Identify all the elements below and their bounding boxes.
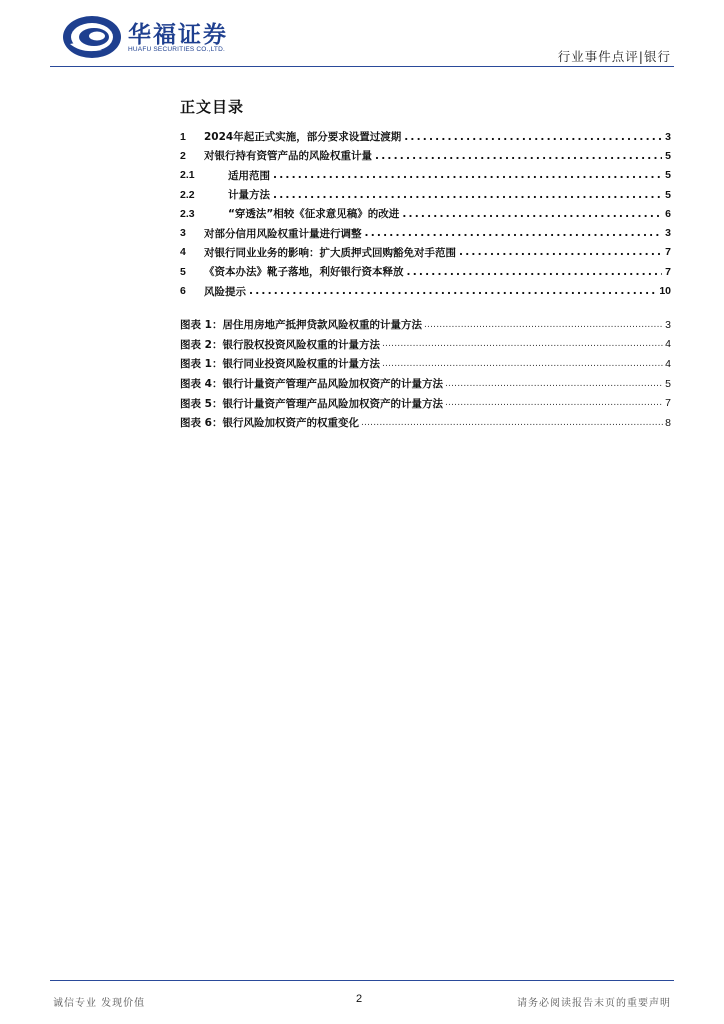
page-header (0, 0, 724, 70)
toc-item-page: 6 (665, 207, 671, 220)
huafu-logo (62, 14, 272, 60)
figure-list-item[interactable] (180, 335, 671, 355)
figure-item-page: 7 (665, 397, 671, 410)
toc-item-text: “穿透法”相较《征求意见稿》的改进 (228, 208, 400, 221)
footer-slogan: 诚信专业 发现价值 (53, 998, 146, 1009)
toc-item-text: 适用范围 (228, 169, 270, 182)
figure-leader-dots (382, 359, 663, 369)
toc-leader-dots (459, 246, 662, 258)
figure-item-page: 3 (665, 318, 671, 331)
toc-leader-dots (404, 131, 662, 143)
figure-leader-dots (424, 320, 663, 330)
figure-list (180, 315, 671, 433)
table-of-contents (180, 127, 671, 301)
figure-list-item[interactable] (180, 413, 671, 433)
toc-item-text: 2024年起正式实施，部分要求设置过渡期 (204, 131, 402, 144)
figure-leader-dots (445, 398, 663, 408)
huafu-swirl-icon (62, 14, 122, 60)
report-category: 行业事件点评|银行 (557, 49, 671, 64)
footer-divider (50, 980, 674, 981)
toc-item-number: 2 (180, 149, 186, 162)
toc-item[interactable] (180, 204, 671, 223)
toc-item-text: 《资本办法》靴子落地，利好银行资本释放 (204, 266, 404, 279)
figure-item-text: 图表 5：银行计量资产管理产品风险加权资产的计量方法 (180, 397, 443, 410)
figure-leader-dots (445, 379, 663, 389)
header-divider (50, 66, 674, 67)
logo-english-name: HUAFU SECURITIES CO.,LTD. (128, 46, 225, 53)
figure-item-text: 图表 4：银行计量资产管理产品风险加权资产的计量方法 (180, 378, 443, 391)
figure-item-text: 图表 1：居住用房地产抵押贷款风险权重的计量方法 (180, 319, 422, 332)
figure-item-page: 4 (665, 357, 671, 370)
toc-item-page: 3 (665, 227, 671, 240)
toc-item[interactable] (180, 262, 671, 281)
toc-item-number: 2.2 (180, 188, 195, 201)
toc-item-number: 1 (180, 130, 186, 143)
toc-item-number: 4 (180, 246, 186, 259)
toc-item[interactable] (180, 185, 671, 204)
figure-list-item[interactable] (180, 354, 671, 374)
toc-item-number: 6 (180, 285, 186, 298)
toc-item-text: 对银行同业业务的影响：扩大质押式回购豁免对手范围 (204, 246, 456, 259)
figure-leader-dots (382, 339, 663, 349)
toc-item-number: 5 (180, 265, 186, 278)
toc-item-page: 5 (665, 169, 671, 182)
page-number: 2 (356, 993, 363, 1005)
toc-leader-dots (407, 266, 663, 278)
toc-item[interactable] (180, 281, 671, 300)
toc-item-text: 对部分信用风险权重计量进行调整 (204, 227, 362, 240)
figure-list-item[interactable] (180, 393, 671, 413)
figure-item-text: 图表 2：银行股权投资风险权重的计量方法 (180, 338, 380, 351)
toc-item-text: 对银行持有资管产品的风险权重计量 (204, 150, 372, 163)
toc-leader-dots (249, 285, 656, 297)
toc-item-page: 7 (665, 265, 671, 278)
toc-leader-dots (365, 227, 663, 239)
toc-item-number: 2.1 (180, 169, 195, 182)
figure-item-text: 图表 6：银行风险加权资产的权重变化 (180, 417, 359, 430)
figure-leader-dots (361, 418, 663, 428)
toc-leader-dots (273, 189, 662, 201)
toc-item-page: 5 (665, 149, 671, 162)
figure-item-page: 5 (665, 377, 671, 390)
toc-item[interactable] (180, 127, 671, 146)
figure-item-page: 4 (665, 338, 671, 351)
toc-item-page: 5 (665, 188, 671, 201)
toc-item[interactable] (180, 243, 671, 262)
toc-item[interactable] (180, 223, 671, 242)
figure-item-page: 8 (665, 416, 671, 429)
toc-item[interactable] (180, 166, 671, 185)
logo-chinese-name: 华福证券 (128, 22, 228, 48)
toc-item-page: 10 (659, 285, 671, 298)
toc-leader-dots (375, 150, 662, 162)
toc-item-page: 3 (665, 130, 671, 143)
toc-item-text: 计量方法 (228, 189, 270, 202)
toc-item-text: 风险提示 (204, 285, 246, 298)
figure-list-item[interactable] (180, 374, 671, 394)
toc-leader-dots (402, 208, 662, 220)
toc-leader-dots (273, 169, 662, 181)
toc-item-number: 3 (180, 227, 186, 240)
figure-item-text: 图表 1：银行同业投资风险权重的计量方法 (180, 358, 380, 371)
toc-title: 正文目录 (180, 98, 245, 116)
toc-item-page: 7 (665, 246, 671, 259)
figure-list-item[interactable] (180, 315, 671, 335)
footer-disclaimer: 请务必阅读报告末页的重要声明 (517, 998, 671, 1009)
toc-item[interactable] (180, 146, 671, 165)
toc-item-number: 2.3 (180, 207, 195, 220)
